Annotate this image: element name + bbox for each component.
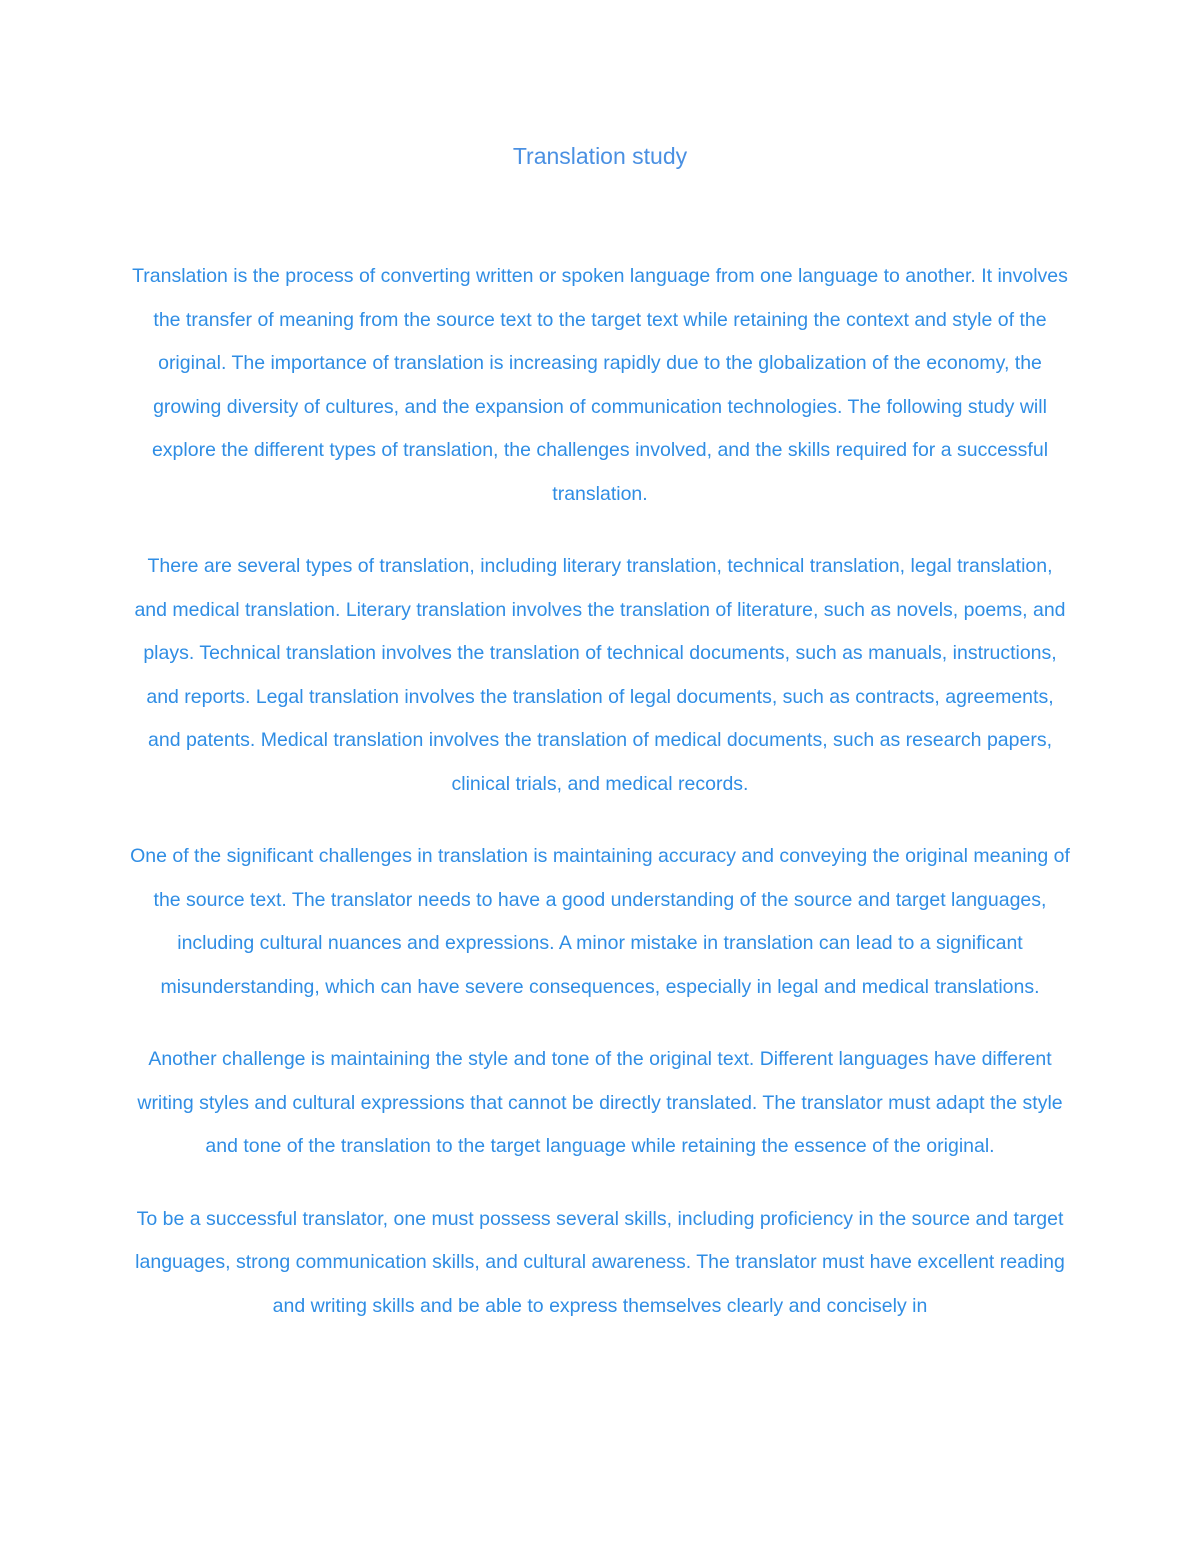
paragraph-style-challenge: Another challenge is maintaining the style and tone of the original text. Different languages have different writing styles and cultural expressions that cannot be directly translated. The translator must adapt the style and tone of the translation to the target language while retaining the essence of the original. xyxy=(137,1048,1063,1157)
document-title: Translation study xyxy=(512,143,688,169)
paragraph-accuracy-challenge: One of the significant challenges in translation is maintaining accuracy and conveying the original meaning of the source text. The translator needs to have a good understanding of the source and target languages, including cultural nuances and expressions. A minor mistake in translation can lead to a significant misunderstanding, which can have severe consequences, especially in legal and medical translations. xyxy=(130,845,1070,998)
paragraph-translator-skills: To be a successful translator, one must possess several skills, including proficiency in the source and target languages, strong communication skills, and cultural awareness. The translator must have excellent reading and writing skills and be able to express themselves clearly and concisely in xyxy=(135,1207,1065,1317)
paragraph-types-of-translation: There are several types of translation, including literary translation, technical translation, legal translation, and medical translation. Literary translation involves the translation of literature, such as novels, poems, and plays. Technical translation involves the translation of technical documents, such as manuals, instructions, and reports. Legal translation involves the translation of legal documents, such as contracts, agreements, and patents. Medical translation involves the translation of medical documents, such as research papers, clinical trials, and medical records. xyxy=(134,555,1066,795)
document-body xyxy=(130,255,1070,1357)
paragraph-introduction: Translation is the process of converting written or spoken language from one language to another. It involves the transfer of meaning from the source text to the target text while retaining the context and style of the original. The importance of translation is increasing rapidly due to the globalization of the economy, the growing diversity of cultures, and the expansion of communication technologies. The following study will explore the different types of translation, the challenges involved, and the skills required for a successful translation. xyxy=(132,265,1068,505)
